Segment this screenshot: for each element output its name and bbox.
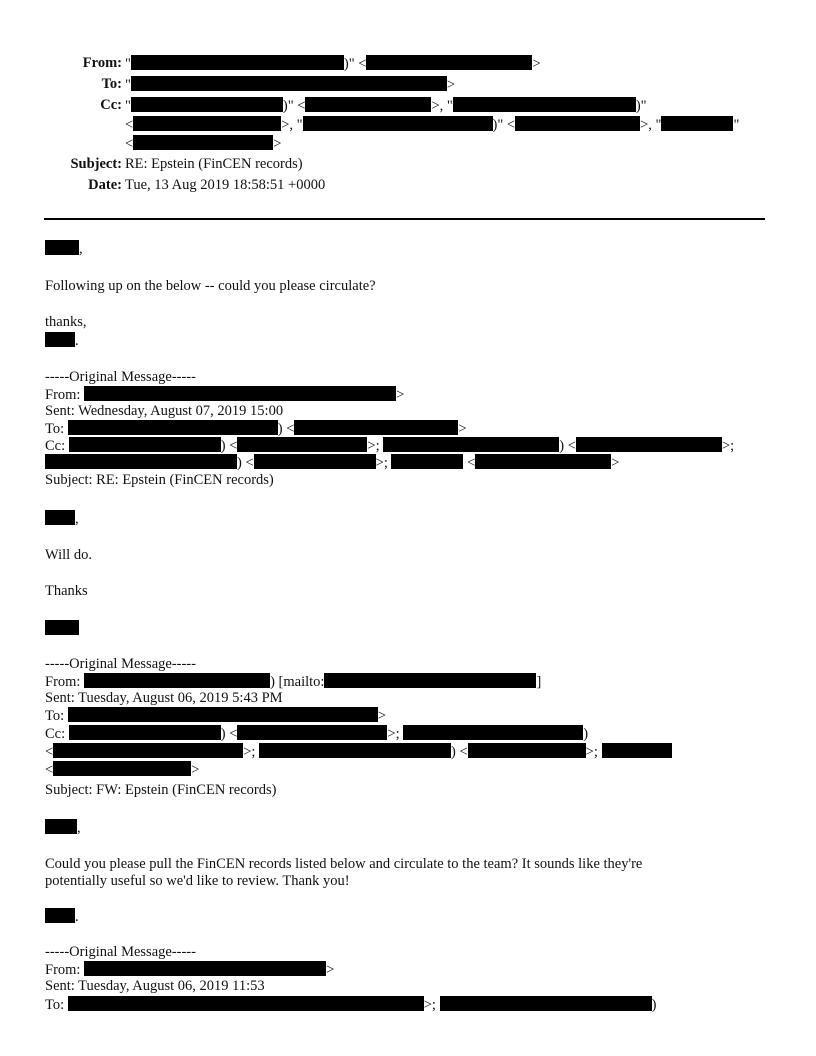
orig-to-row: To: >; ): [45, 997, 657, 1013]
redaction: [576, 437, 722, 452]
redaction: [515, 116, 640, 131]
redaction: [84, 386, 396, 401]
redaction: [69, 437, 221, 452]
redaction: [45, 620, 79, 635]
header-divider: [44, 218, 765, 220]
redaction: [131, 97, 283, 112]
original-message-divider: -----Original Message-----: [45, 369, 196, 385]
orig-sent: Sent: Tuesday, August 06, 2019 11:53: [45, 978, 265, 994]
date-label: Date:: [88, 177, 122, 193]
redaction: [68, 996, 424, 1011]
message-body: Will do.: [45, 547, 92, 563]
redaction: [45, 908, 75, 923]
redaction: [259, 743, 451, 758]
greeting: ,: [45, 240, 83, 258]
redaction: [366, 55, 532, 70]
orig-cc-row: Cc: ) < >; ) < >;: [45, 438, 735, 454]
redaction: [68, 420, 278, 435]
orig-cc-row: Cc: ) < >; ): [45, 726, 589, 742]
subject-value: RE: Epstein (FinCEN records): [125, 156, 303, 172]
redaction: [254, 454, 376, 469]
orig-subject: Subject: FW: Epstein (FinCEN records): [45, 782, 277, 798]
original-message-divider: -----Original Message-----: [45, 944, 196, 960]
date-value: Tue, 13 Aug 2019 18:58:51 +0000: [125, 177, 326, 193]
signature: .: [45, 908, 79, 926]
greeting: ,: [45, 819, 81, 837]
signoff: thanks,: [45, 314, 87, 330]
redaction: [602, 743, 672, 758]
orig-sent: Sent: Wednesday, August 07, 2019 15:00: [45, 403, 284, 419]
redaction: [661, 116, 733, 131]
orig-from-row: From: >: [45, 962, 335, 978]
redaction: [237, 725, 387, 740]
redaction: [383, 437, 559, 452]
to-label: To:: [101, 76, 122, 92]
orig-cc-row-3: < >: [45, 762, 200, 778]
from-label: From:: [82, 55, 122, 71]
redaction: [69, 725, 221, 740]
redaction: [68, 707, 378, 722]
header-cc-row-2: < >, " )" < >, " ": [125, 117, 740, 133]
greeting: ,: [45, 510, 79, 528]
orig-cc-row-2: < >; ) < >;: [45, 743, 672, 761]
redaction: [237, 437, 367, 452]
orig-cc-row-2: ) < >; < >: [45, 454, 619, 472]
message-body: Could you please pull the FinCEN records listed below and circulate to the team? It sounds like they're: [45, 856, 643, 872]
original-message-divider: -----Original Message-----: [45, 656, 196, 672]
orig-from-row: From: ) [mailto: ]: [45, 674, 542, 690]
redaction: [133, 135, 273, 150]
redaction: [131, 76, 447, 91]
orig-to-row: To: >: [45, 708, 386, 724]
orig-subject: Subject: RE: Epstein (FinCEN records): [45, 472, 274, 488]
redaction: [468, 743, 586, 758]
redaction: [324, 673, 536, 688]
cc-label: Cc:: [100, 97, 122, 113]
redaction: [45, 510, 75, 525]
orig-sent: Sent: Tuesday, August 06, 2019 5:43 PM: [45, 690, 283, 706]
signature: [45, 620, 79, 638]
redaction: [53, 761, 191, 776]
redaction: [45, 454, 237, 469]
redaction: [305, 97, 431, 112]
redaction: [45, 240, 79, 255]
redaction: [84, 673, 270, 688]
subject-label: Subject:: [70, 156, 122, 172]
redaction: [453, 97, 636, 112]
redaction: [133, 116, 281, 131]
redaction: [84, 961, 326, 976]
redaction: [53, 743, 243, 758]
redaction: [475, 454, 611, 469]
message-body: Following up on the below -- could you please circulate?: [45, 278, 376, 294]
orig-from-row: From: >: [45, 387, 405, 403]
message-body: potentially useful so we'd like to review. Thank you!: [45, 873, 350, 889]
header-cc-row-3: < >: [125, 136, 282, 152]
redaction: [440, 996, 652, 1011]
redaction: [45, 819, 77, 834]
redaction: [391, 454, 463, 469]
orig-to-row: To: ) < >: [45, 421, 467, 437]
redaction: [45, 332, 75, 347]
redaction: [403, 725, 583, 740]
signature: .: [45, 332, 79, 350]
redaction: [131, 55, 344, 70]
redaction: [294, 420, 458, 435]
message-body: Thanks: [45, 583, 88, 599]
redaction: [303, 116, 493, 131]
